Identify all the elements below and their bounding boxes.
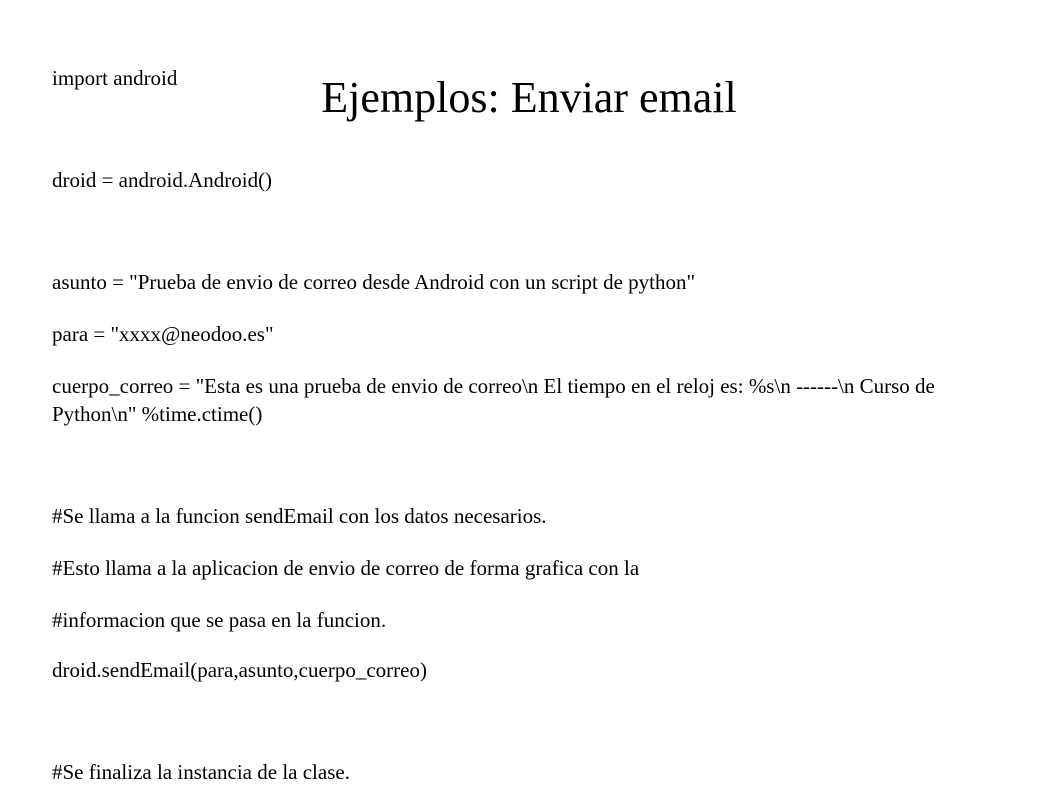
code-line-droid-init: droid = android.Android()	[52, 168, 273, 192]
code-line-para: para = "xxxx@neodoo.es"	[52, 322, 274, 346]
code-comment-finaliza: #Se finaliza la instancia de la clase.	[52, 760, 350, 784]
code-line-cuerpo-correo: cuerpo_correo = "Esta es una prueba de envio de correo\n El tiempo en el reloj es: %s\n ------\n Curso de Python\n" %time.ctime()	[52, 374, 935, 426]
code-line-sendemail-call: droid.sendEmail(para,asunto,cuerpo_correo)	[52, 658, 427, 682]
code-line-import: import android	[52, 66, 178, 90]
code-comment-sendemail: #Se llama a la funcion sendEmail con los datos necesarios.	[52, 504, 547, 528]
code-comment-informacion: #informacion que se pasa en la funcion.	[52, 608, 387, 632]
slide-title: Ejemplos: Enviar email	[321, 73, 737, 122]
code-line-asunto: asunto = "Prueba de envio de correo desde Android con un script de python"	[52, 270, 696, 294]
code-comment-aplicacion: #Esto llama a la aplicacion de envio de correo de forma grafica con la	[52, 556, 640, 580]
